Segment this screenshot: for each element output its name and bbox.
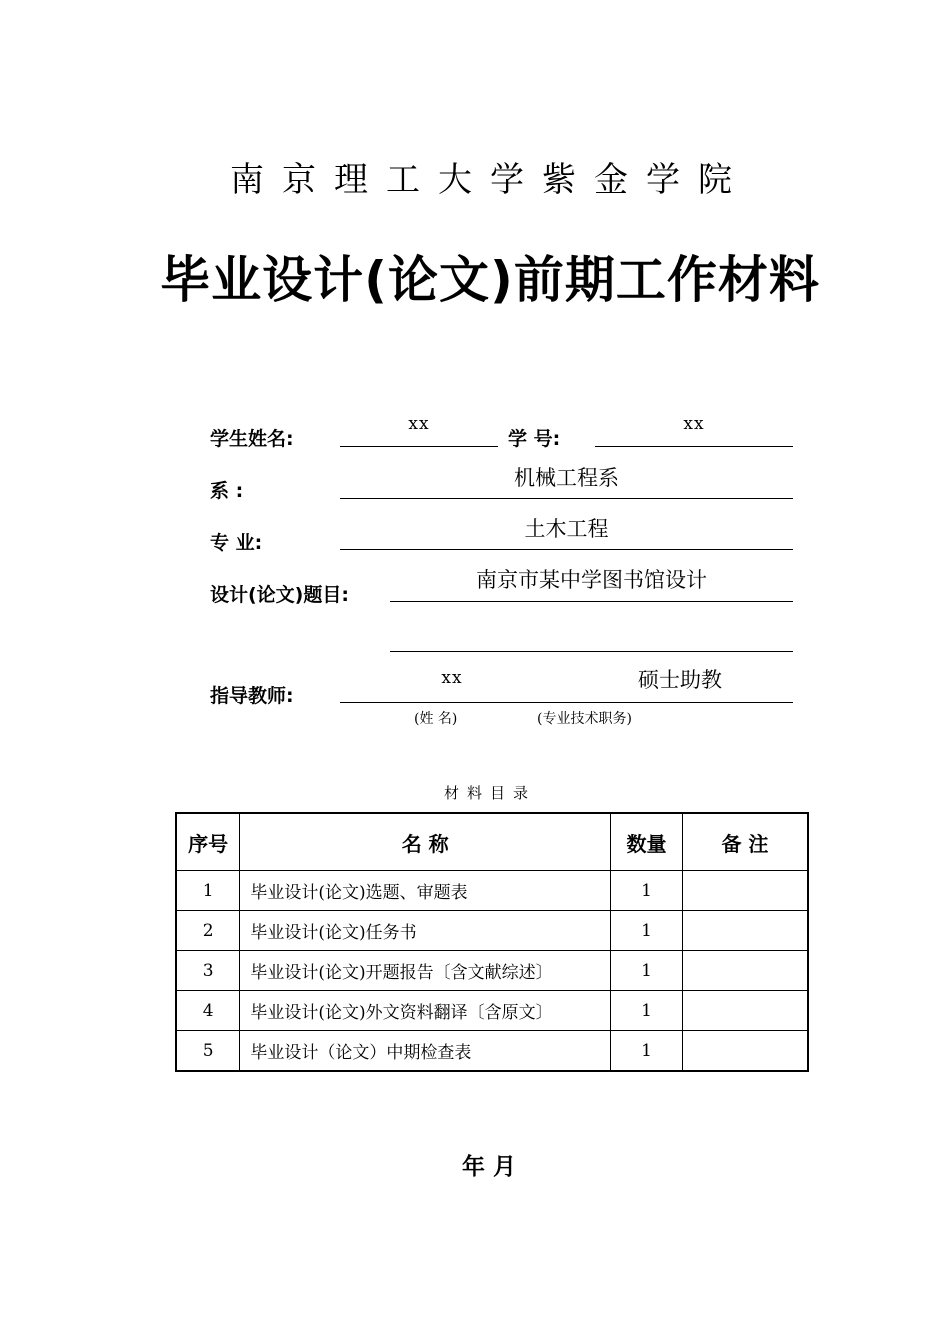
topic-underline bbox=[390, 601, 793, 602]
student-name-value: xx bbox=[408, 414, 430, 434]
header-index: 序号 bbox=[176, 813, 240, 871]
row-quantity: 1 bbox=[611, 991, 683, 1031]
row-index: 1 bbox=[176, 871, 240, 911]
topic-label: 设计(论文)题目: bbox=[210, 584, 349, 606]
school-name: 南京理工大学紫金学院 bbox=[230, 160, 750, 200]
student-name-label: 学生姓名: bbox=[210, 428, 294, 450]
student-id-value: xx bbox=[683, 414, 705, 434]
materials-table bbox=[175, 812, 809, 1072]
student-id-underline bbox=[595, 446, 793, 447]
row-name: 毕业设计(论文)外文资料翻译〔含原文〕 bbox=[240, 991, 611, 1031]
major-value: 土木工程 bbox=[524, 517, 609, 541]
row-remarks bbox=[682, 871, 808, 911]
advisor-name-value: xx bbox=[441, 668, 463, 688]
row-index: 3 bbox=[176, 951, 240, 991]
table-row bbox=[176, 1031, 808, 1072]
row-name: 毕业设计(论文)选题、审题表 bbox=[240, 871, 611, 911]
table-row bbox=[176, 911, 808, 951]
row-name: 毕业设计(论文)开题报告〔含文献综述〕 bbox=[240, 951, 611, 991]
student-name-underline bbox=[340, 446, 498, 447]
row-quantity: 1 bbox=[611, 871, 683, 911]
department-label: 系 : bbox=[210, 480, 244, 502]
row-remarks bbox=[682, 991, 808, 1031]
row-index: 2 bbox=[176, 911, 240, 951]
materials-caption: 材料目录 bbox=[443, 784, 536, 802]
advisor-underline bbox=[340, 702, 793, 703]
header-name: 名 称 bbox=[240, 813, 611, 871]
advisor-title-value: 硕士助教 bbox=[638, 668, 722, 692]
date-line: 年 月 bbox=[462, 1154, 517, 1180]
row-remarks bbox=[682, 911, 808, 951]
row-remarks bbox=[682, 951, 808, 991]
table-row bbox=[176, 991, 808, 1031]
header-remarks: 备 注 bbox=[682, 813, 808, 871]
row-name: 毕业设计（论文）中期检查表 bbox=[240, 1031, 611, 1072]
topic-value: 南京市某中学图书馆设计 bbox=[476, 568, 707, 592]
advisor-title-caption: (专业技术职务) bbox=[537, 711, 632, 727]
advisor-label: 指导教师: bbox=[210, 685, 294, 707]
row-index: 4 bbox=[176, 991, 240, 1031]
department-underline bbox=[340, 498, 793, 499]
advisor-name-caption: (姓 名) bbox=[414, 711, 458, 727]
row-index: 5 bbox=[176, 1031, 240, 1072]
row-quantity: 1 bbox=[611, 1031, 683, 1072]
student-id-label: 学 号: bbox=[508, 428, 561, 450]
row-name: 毕业设计(论文)任务书 bbox=[240, 911, 611, 951]
document-title: 毕业设计(论文)前期工作材料 bbox=[160, 251, 820, 309]
table-header-row bbox=[176, 813, 808, 871]
row-remarks bbox=[682, 1031, 808, 1072]
row-quantity: 1 bbox=[611, 951, 683, 991]
topic-underline-second bbox=[390, 651, 793, 652]
major-label: 专 业: bbox=[210, 532, 263, 554]
header-quantity: 数量 bbox=[611, 813, 683, 871]
major-underline bbox=[340, 549, 793, 550]
table-row bbox=[176, 871, 808, 911]
department-value: 机械工程系 bbox=[514, 466, 619, 490]
table-row bbox=[176, 951, 808, 991]
row-quantity: 1 bbox=[611, 911, 683, 951]
